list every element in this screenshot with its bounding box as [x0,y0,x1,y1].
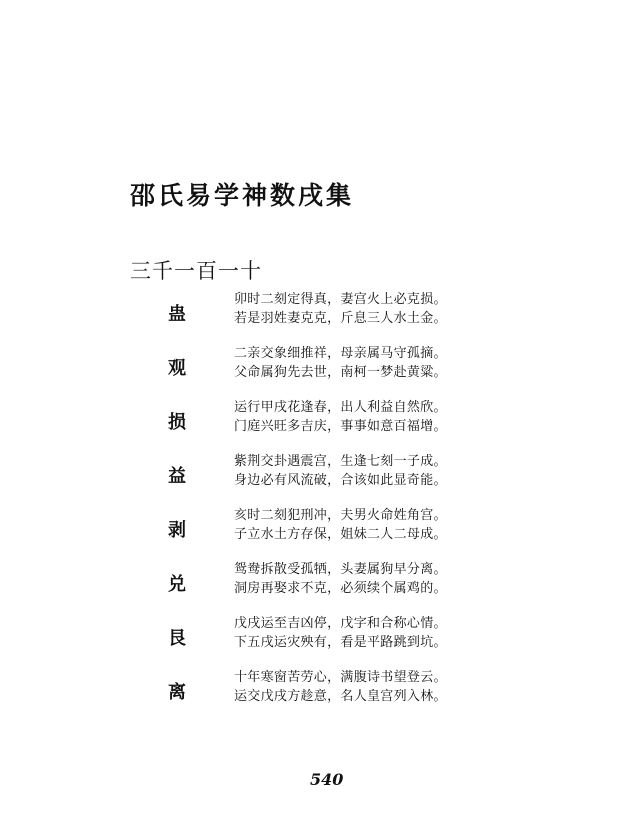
hexagram-label: 蛊 [168,304,186,325]
verse-line: 父命属狗先去世，南柯一梦赴黄粱。 [234,365,447,380]
entry [150,398,610,452]
verse-line: 运交戊戌方趁意，名人皇宫列入林。 [234,689,447,704]
verse-line: 身边必有风流破，合该如此显奇能。 [234,473,447,488]
entry [150,344,610,398]
hexagram-label: 艮 [168,628,186,649]
verse [234,398,447,436]
verse-line: 洞房再娶求不克，必须续个属鸡的。 [234,581,447,596]
verse [234,668,447,706]
verse-line: 戊戌运至吉凶停，戊字和合称心情。 [234,616,447,631]
verse-line: 卯时二刻定得真，妻宫火上必克损。 [234,292,447,307]
verse-line: 鸳鸯拆散受孤牺，头妻属狗早分离。 [234,562,447,577]
hexagram-label: 离 [168,682,186,703]
verse-line: 二亲交象细推祥，母亲属马守孤摘。 [234,346,447,361]
verse-line: 子立水土方存保，姐妹二人二母成。 [234,527,447,542]
verse [234,560,447,598]
verse [234,290,447,328]
verse-line: 十年寒窗苦劳心，满腹诗书望登云。 [234,670,447,685]
hexagram-label: 损 [168,412,186,433]
section-title: 三千一百一十 [130,259,262,283]
verse [234,614,447,652]
verse-line: 紫荆交卦遇震宫，生逢七刻一子成。 [234,454,447,469]
entry [150,290,610,344]
verse-line: 亥时二刻犯刑冲，夫男火命姓角宫。 [234,508,447,523]
verse [234,506,447,544]
verse-line: 下五戌运灾殃有，看是平路跳到坑。 [234,635,447,650]
verse-line: 门庭兴旺多吉庆，事事如意百福增。 [234,419,447,434]
entry [150,452,610,506]
hexagram-label: 剥 [168,520,186,541]
page-number: 540 [310,770,344,789]
hexagram-label: 观 [168,358,186,379]
entry-list [150,290,610,722]
entry [150,668,610,722]
book-title: 邵氏易学神数戌集 [130,181,355,210]
hexagram-label: 益 [168,466,186,487]
entry [150,506,610,560]
entry [150,614,610,668]
verse-line: 若是羽姓妻克克，斤息三人水土金。 [234,311,447,326]
verse [234,344,447,382]
verse [234,452,447,490]
entry [150,560,610,614]
verse-line: 运行甲戌花逢春，出人利益自然欣。 [234,400,447,415]
hexagram-label: 兑 [168,574,186,595]
